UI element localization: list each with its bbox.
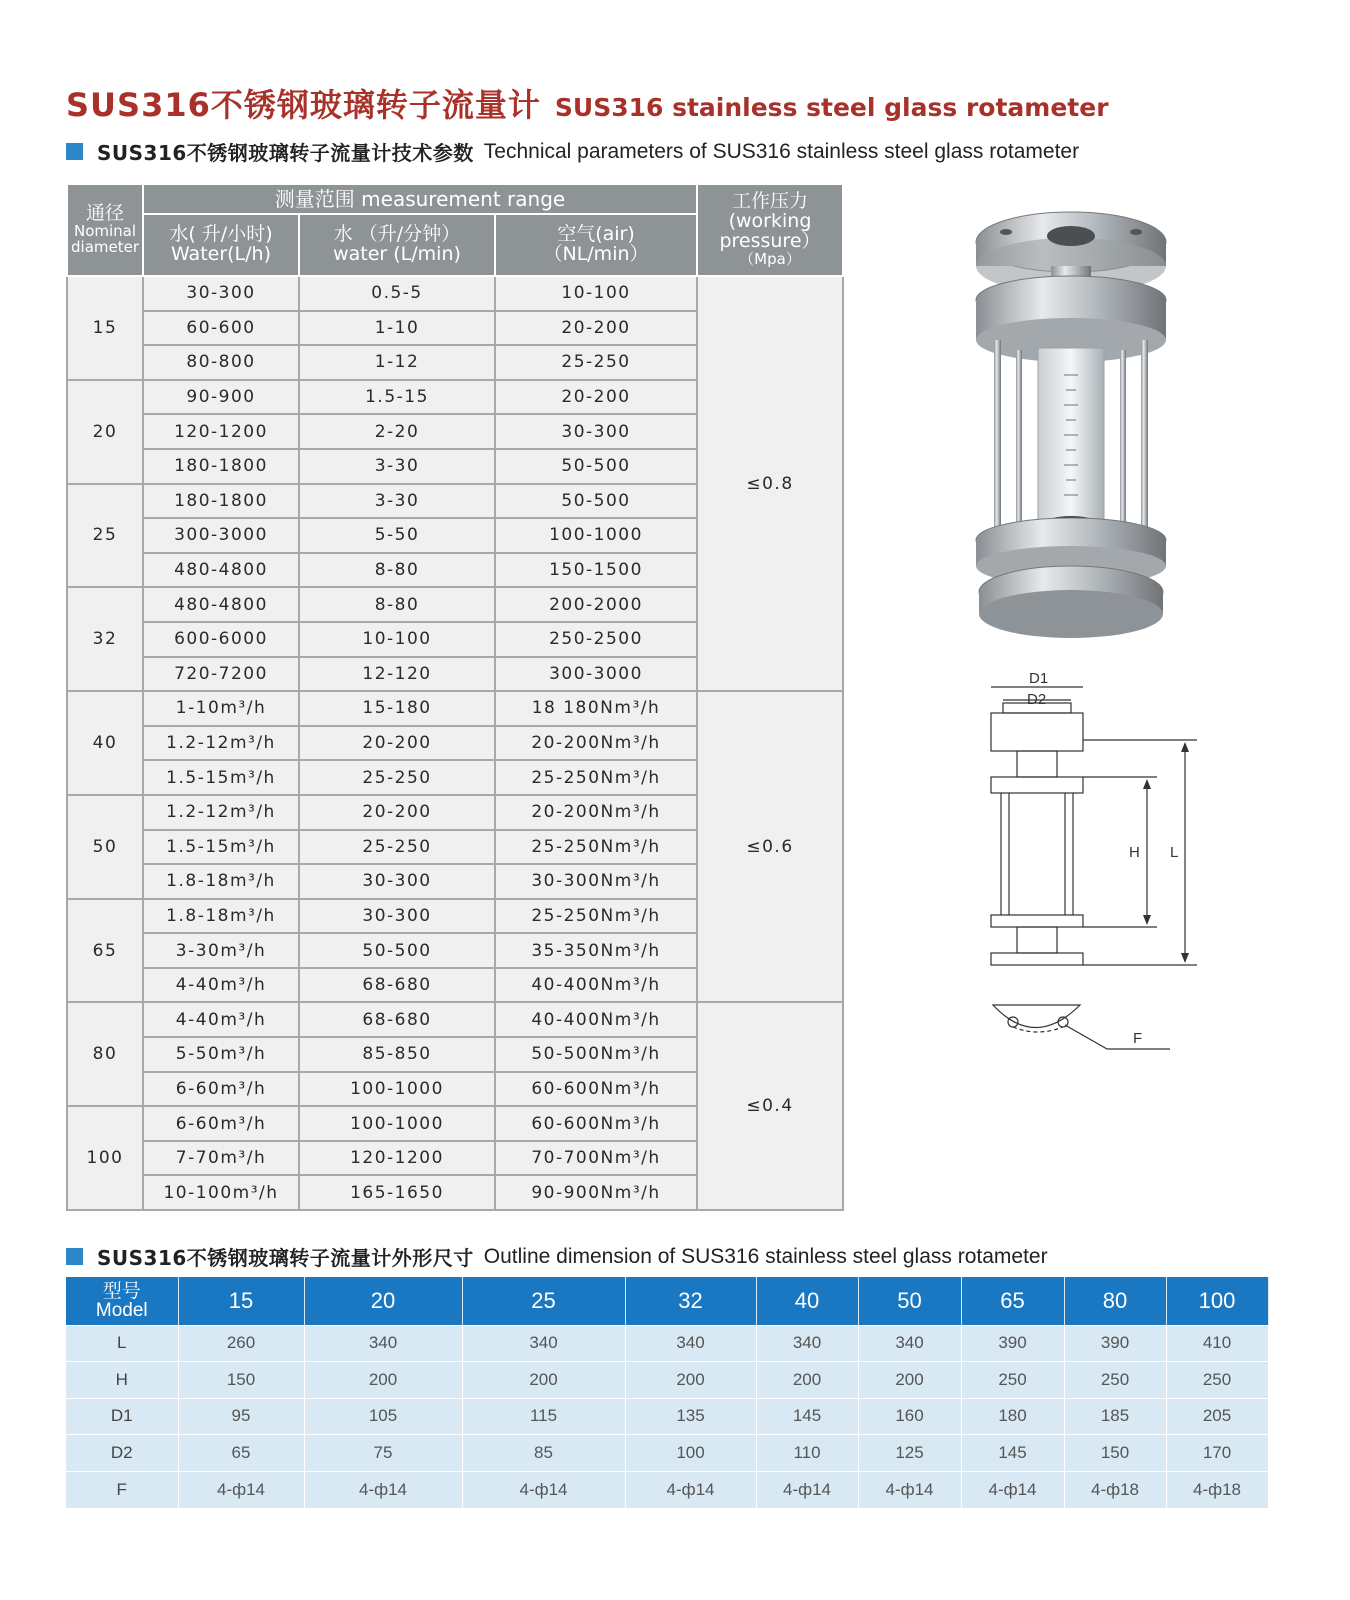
nominal-diameter-cell: 20 [67, 380, 143, 484]
section-title-en: Technical parameters of SUS316 stainless steel glass rotameter [483, 139, 1080, 163]
water-lmin-cell: 165-1650 [299, 1175, 495, 1210]
header-water-lh [143, 214, 299, 276]
header-model-80: 80 [1064, 1277, 1166, 1325]
water-lh-cell: 30-300 [143, 276, 299, 311]
water-lh-cell: 4-40m³/h [143, 968, 299, 1003]
dimension-value-cell: 4-ф14 [858, 1471, 961, 1508]
air-cell: 30-300 [495, 414, 697, 449]
dimension-value-cell: 110 [756, 1435, 858, 1472]
dimension-value-cell: 260 [178, 1325, 304, 1362]
dimension-value-cell: 115 [462, 1398, 625, 1435]
table-row [66, 1398, 1268, 1435]
dimension-value-cell: 75 [304, 1435, 462, 1472]
header-model-en: Model [95, 1299, 148, 1321]
water-lmin-cell: 0.5-5 [299, 276, 495, 311]
water-lmin-cell: 30-300 [299, 864, 495, 899]
header-water-lmin-en: water (L/min) [333, 243, 461, 265]
water-lmin-cell: 1-12 [299, 345, 495, 380]
dimension-value-cell: 4-ф18 [1064, 1471, 1166, 1508]
header-model-25: 25 [462, 1277, 625, 1325]
header-air [495, 214, 697, 276]
label-h: H [1129, 844, 1140, 861]
water-lh-cell: 90-900 [143, 380, 299, 415]
row-label: F [66, 1471, 178, 1508]
air-cell: 25-250Nm³/h [495, 830, 697, 865]
water-lh-cell: 1.8-18m³/h [143, 899, 299, 934]
table-row [66, 1435, 1268, 1472]
nominal-diameter-cell: 65 [67, 899, 143, 1003]
technical-parameters-table [66, 183, 844, 1211]
water-lmin-cell: 30-300 [299, 899, 495, 934]
dimension-value-cell: 250 [1166, 1362, 1268, 1399]
section-title-technical [66, 137, 1079, 166]
water-lh-cell: 180-1800 [143, 484, 299, 519]
working-pressure-cell: ≤0.8 [697, 276, 843, 691]
water-lmin-cell: 68-680 [299, 1002, 495, 1037]
air-cell: 25-250 [495, 345, 697, 380]
water-lh-cell: 3-30m³/h [143, 933, 299, 968]
air-cell: 25-250Nm³/h [495, 899, 697, 934]
water-lh-cell: 720-7200 [143, 657, 299, 692]
header-pressure-en1: (working [728, 210, 812, 233]
dimension-value-cell: 4-ф14 [462, 1471, 625, 1508]
water-lh-cell: 180-1800 [143, 449, 299, 484]
dimension-value-cell: 200 [625, 1362, 756, 1399]
header-air-en: （NL/min） [543, 243, 649, 265]
header-model-65: 65 [961, 1277, 1064, 1325]
water-lh-cell: 1.5-15m³/h [143, 760, 299, 795]
header-water-lmin-zh: 水 （升/分钟） [333, 223, 461, 246]
water-lmin-cell: 100-1000 [299, 1072, 495, 1107]
section-title-outline [66, 1242, 1048, 1271]
row-label: D2 [66, 1435, 178, 1472]
water-lh-cell: 480-4800 [143, 553, 299, 588]
page-title-zh: SUS316不锈钢玻璃转子流量计 [66, 86, 541, 124]
dimension-value-cell: 4-ф14 [304, 1471, 462, 1508]
header-nominal-zh: 通径 [85, 202, 124, 225]
row-label: L [66, 1325, 178, 1362]
water-lh-cell: 5-50m³/h [143, 1037, 299, 1072]
air-cell: 35-350Nm³/h [495, 933, 697, 968]
dimension-value-cell: 4-ф18 [1166, 1471, 1268, 1508]
dimension-value-cell: 65 [178, 1435, 304, 1472]
nominal-diameter-cell: 40 [67, 691, 143, 795]
air-cell: 40-400Nm³/h [495, 1002, 697, 1037]
water-lh-cell: 7-70m³/h [143, 1141, 299, 1176]
water-lh-cell: 4-40m³/h [143, 1002, 299, 1037]
water-lh-cell: 480-4800 [143, 587, 299, 622]
dimension-value-cell: 135 [625, 1398, 756, 1435]
dimension-value-cell: 170 [1166, 1435, 1268, 1472]
table-row [66, 1471, 1268, 1508]
header-model-100: 100 [1166, 1277, 1268, 1325]
dimension-value-cell: 100 [625, 1435, 756, 1472]
dimension-value-cell: 185 [1064, 1398, 1166, 1435]
water-lmin-cell: 10-100 [299, 622, 495, 657]
water-lmin-cell: 68-680 [299, 968, 495, 1003]
outline-dimension-table [66, 1277, 1269, 1508]
dimension-value-cell: 145 [961, 1435, 1064, 1472]
water-lmin-cell: 1.5-15 [299, 380, 495, 415]
nominal-diameter-cell: 32 [67, 587, 143, 691]
dimension-value-cell: 205 [1166, 1398, 1268, 1435]
air-cell: 250-2500 [495, 622, 697, 657]
air-cell: 20-200 [495, 311, 697, 346]
air-cell: 70-700Nm³/h [495, 1141, 697, 1176]
dimension-value-cell: 250 [1064, 1362, 1166, 1399]
water-lh-cell: 120-1200 [143, 414, 299, 449]
water-lmin-cell: 25-250 [299, 830, 495, 865]
header-model-50: 50 [858, 1277, 961, 1325]
air-cell: 25-250Nm³/h [495, 760, 697, 795]
air-cell: 60-600Nm³/h [495, 1106, 697, 1141]
air-cell: 300-3000 [495, 657, 697, 692]
nominal-diameter-cell: 100 [67, 1106, 143, 1210]
header-model-15: 15 [178, 1277, 304, 1325]
air-cell: 18 180Nm³/h [495, 691, 697, 726]
table-row [66, 1325, 1268, 1362]
header-water-lh-en: Water(L/h) [170, 243, 272, 265]
working-pressure-cell: ≤0.6 [697, 691, 843, 1002]
water-lh-cell: 60-600 [143, 311, 299, 346]
air-cell: 40-400Nm³/h [495, 968, 697, 1003]
header-model [66, 1277, 178, 1325]
water-lmin-cell: 12-120 [299, 657, 495, 692]
header-measurement-range: 测量范围 measurement range [143, 184, 697, 214]
dimension-value-cell: 410 [1166, 1325, 1268, 1362]
label-f: F [1133, 1030, 1143, 1047]
water-lmin-cell: 2-20 [299, 414, 495, 449]
section-title-zh: SUS316不锈钢玻璃转子流量计技术参数 [97, 141, 474, 165]
water-lh-cell: 1-10m³/h [143, 691, 299, 726]
water-lmin-cell: 50-500 [299, 933, 495, 968]
water-lmin-cell: 5-50 [299, 518, 495, 553]
water-lh-cell: 1.8-18m³/h [143, 864, 299, 899]
working-pressure-cell: ≤0.4 [697, 1002, 843, 1210]
dimension-value-cell: 105 [304, 1398, 462, 1435]
air-cell: 50-500 [495, 449, 697, 484]
dimension-value-cell: 340 [304, 1325, 462, 1362]
dimension-value-cell: 145 [756, 1398, 858, 1435]
water-lh-cell: 600-6000 [143, 622, 299, 657]
water-lh-cell: 6-60m³/h [143, 1106, 299, 1141]
dimension-value-cell: 4-ф14 [178, 1471, 304, 1508]
air-cell: 50-500 [495, 484, 697, 519]
header-model-32: 32 [625, 1277, 756, 1325]
header-pressure-en2: pressure） [719, 230, 821, 253]
air-cell: 100-1000 [495, 518, 697, 553]
air-cell: 20-200Nm³/h [495, 726, 697, 761]
dimension-value-cell: 160 [858, 1398, 961, 1435]
water-lmin-cell: 25-250 [299, 760, 495, 795]
dimension-value-cell: 4-ф14 [961, 1471, 1064, 1508]
header-working-pressure [697, 184, 843, 276]
dimension-value-cell: 4-ф14 [756, 1471, 858, 1508]
dimension-value-cell: 4-ф14 [625, 1471, 756, 1508]
water-lmin-cell: 3-30 [299, 484, 495, 519]
water-lh-cell: 1.5-15m³/h [143, 830, 299, 865]
header-water-lmin [299, 214, 495, 276]
dimension-value-cell: 340 [858, 1325, 961, 1362]
water-lmin-cell: 3-30 [299, 449, 495, 484]
water-lmin-cell: 8-80 [299, 587, 495, 622]
air-cell: 20-200 [495, 380, 697, 415]
water-lmin-cell: 85-850 [299, 1037, 495, 1072]
page-title [66, 80, 1109, 124]
dimension-value-cell: 200 [462, 1362, 625, 1399]
label-d2: D2 [1027, 691, 1047, 708]
nominal-diameter-cell: 15 [67, 276, 143, 380]
air-cell: 30-300Nm³/h [495, 864, 697, 899]
water-lmin-cell: 1-10 [299, 311, 495, 346]
dimension-table-body [66, 1325, 1268, 1508]
dimension-value-cell: 250 [961, 1362, 1064, 1399]
dimension-header-row [66, 1277, 1268, 1325]
dimension-value-cell: 200 [304, 1362, 462, 1399]
dimension-value-cell: 150 [178, 1362, 304, 1399]
nominal-diameter-cell: 25 [67, 484, 143, 588]
table-row [67, 691, 843, 726]
rotameter-photo [966, 200, 1176, 640]
header-nominal-en2: diameter [71, 237, 139, 256]
header-nominal-diameter [67, 184, 143, 276]
water-lh-cell: 1.2-12m³/h [143, 726, 299, 761]
table-row [67, 1002, 843, 1037]
water-lh-cell: 300-3000 [143, 518, 299, 553]
dimension-value-cell: 390 [1064, 1325, 1166, 1362]
air-cell: 50-500Nm³/h [495, 1037, 697, 1072]
table-row [67, 276, 843, 311]
water-lh-cell: 6-60m³/h [143, 1072, 299, 1107]
section-title-en: Outline dimension of SUS316 stainless steel glass rotameter [483, 1244, 1048, 1268]
header-water-lh-zh: 水( 升/小时) [169, 223, 273, 246]
header-air-zh: 空气(air) [557, 223, 635, 246]
water-lmin-cell: 15-180 [299, 691, 495, 726]
air-cell: 20-200Nm³/h [495, 795, 697, 830]
water-lmin-cell: 120-1200 [299, 1141, 495, 1176]
air-cell: 10-100 [495, 276, 697, 311]
section-marker-icon [66, 1248, 83, 1265]
dimension-value-cell: 200 [756, 1362, 858, 1399]
dimension-value-cell: 340 [462, 1325, 625, 1362]
water-lh-cell: 80-800 [143, 345, 299, 380]
dimension-value-cell: 125 [858, 1435, 961, 1472]
dimension-value-cell: 150 [1064, 1435, 1166, 1472]
air-cell: 60-600Nm³/h [495, 1072, 697, 1107]
water-lh-cell: 1.2-12m³/h [143, 795, 299, 830]
header-nominal-en1: Nominal [73, 222, 137, 241]
dimension-value-cell: 340 [625, 1325, 756, 1362]
header-pressure-zh: 工作压力 [731, 190, 808, 213]
dimension-value-cell: 95 [178, 1398, 304, 1435]
water-lmin-cell: 100-1000 [299, 1106, 495, 1141]
page-title-en: SUS316 stainless steel glass rotameter [554, 93, 1109, 122]
label-l: L [1170, 844, 1179, 861]
dimension-value-cell: 200 [858, 1362, 961, 1399]
header-model-20: 20 [304, 1277, 462, 1325]
dimension-drawing [985, 665, 1215, 1065]
dimension-value-cell: 390 [961, 1325, 1064, 1362]
water-lh-cell: 10-100m³/h [143, 1175, 299, 1210]
dimension-value-cell: 180 [961, 1398, 1064, 1435]
header-pressure-en3: （Mpa） [739, 250, 801, 269]
air-cell: 90-900Nm³/h [495, 1175, 697, 1210]
technical-table-body [67, 276, 843, 1210]
row-label: D1 [66, 1398, 178, 1435]
water-lmin-cell: 8-80 [299, 553, 495, 588]
air-cell: 150-1500 [495, 553, 697, 588]
header-model-40: 40 [756, 1277, 858, 1325]
water-lmin-cell: 20-200 [299, 795, 495, 830]
air-cell: 200-2000 [495, 587, 697, 622]
dimension-value-cell: 340 [756, 1325, 858, 1362]
label-d1: D1 [1029, 670, 1049, 687]
header-model-zh: 型号 [102, 1280, 141, 1302]
table-row [66, 1362, 1268, 1399]
section-title-zh: SUS316不锈钢玻璃转子流量计外形尺寸 [97, 1246, 474, 1270]
dimension-value-cell: 85 [462, 1435, 625, 1472]
water-lmin-cell: 20-200 [299, 726, 495, 761]
section-marker-icon [66, 143, 83, 160]
nominal-diameter-cell: 80 [67, 1002, 143, 1106]
nominal-diameter-cell: 50 [67, 795, 143, 899]
row-label: H [66, 1362, 178, 1399]
